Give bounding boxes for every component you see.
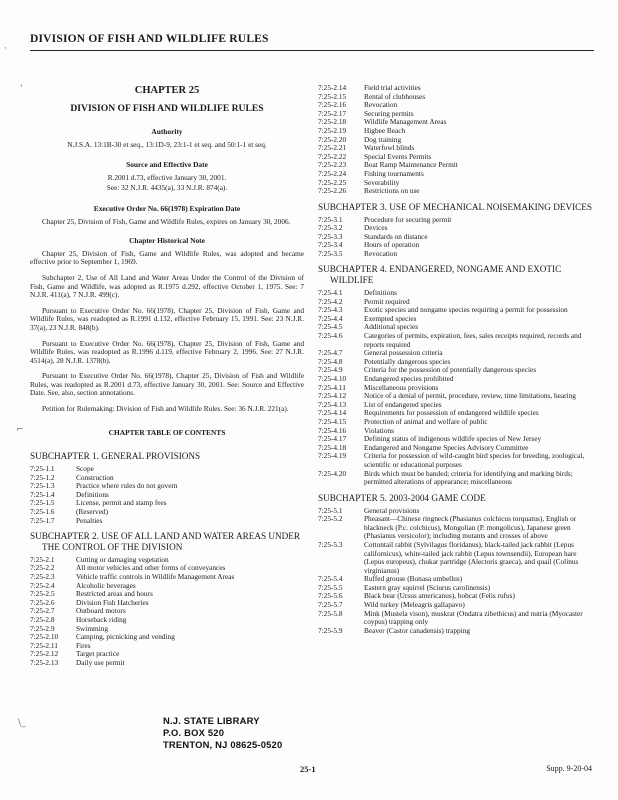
source-line: R.2001 d.73, effective January 30, 2001. — [107, 172, 227, 182]
section-title: Boat Ramp Maintenance Permit — [364, 160, 458, 170]
subchapter-3-list — [318, 216, 594, 259]
section-title: Special Events Permits — [364, 151, 432, 161]
section-title: Restricted areas and hours — [76, 589, 153, 599]
section-title: Revocation — [364, 248, 398, 258]
section-number: 7:25-3.2 — [318, 223, 343, 233]
section-number: 7:25-2.23 — [318, 160, 347, 170]
toc-entry — [318, 127, 594, 136]
history-paragraph: Petition for Rulemaking: Division of Fish and Wildlife Rules. See: 36 N.J.R. 221(a). — [42, 404, 289, 414]
executive-order-text: Chapter 25, Division of Fish, Game and Wildlife Rules, expires on January 30, 2006. — [42, 216, 291, 226]
section-title: List of endangered species — [364, 399, 442, 409]
section-number: 7:25-1.7 — [30, 515, 55, 525]
stamp-line: TRENTON, NJ 08625-0520 — [163, 739, 283, 750]
section-number: 7:25-5.6 — [318, 591, 343, 601]
section-title: Hours of operation — [364, 240, 420, 250]
running-head: DIVISION OF FISH AND WILDLIFE RULES — [30, 33, 269, 45]
section-title: Cottontail rabbit (Sylvilagus floridanus), black-tailed jack rabbit (Lepus californicus), white-tailed jack rabbit (Lepus townsendii), European hare (Lepus europeus), chukar partridge (Alectoris graeca), and quail (Colinus virginianus) — [364, 539, 579, 575]
subchapter-1-heading: SUBCHAPTER 1. GENERAL PROVISIONS — [30, 451, 201, 462]
section-number: 7:25-1.4 — [30, 489, 55, 499]
section-number: 7:25-4.14 — [318, 408, 347, 418]
chapter-number: CHAPTER 25 — [134, 85, 200, 96]
margin-mark: \_ — [18, 718, 26, 728]
section-number: 7:25-4.5 — [318, 322, 343, 332]
section-title: Revocation — [364, 100, 398, 110]
history-paragraph: Pursuant to Executive Order No. 66(1978), Chapter 25, Division of Fish, Game and Wildlife Rules, was readopted as R.1991 d.132, effective February 15, 1991. See: 23 N.J.R. 37(a), 23 N.J.R. 848(b). — [30, 305, 304, 332]
toc-entry — [318, 392, 594, 401]
section-title: Protection of animal and welfare of public — [364, 416, 488, 426]
toc-entry — [30, 582, 304, 591]
toc-entry — [318, 627, 594, 636]
section-title: Endangered species prohibited — [364, 374, 454, 384]
section-number: 7:25-2.25 — [318, 177, 347, 187]
stamp-line: P.O. BOX 520 — [163, 727, 225, 738]
history-paragraph: Subchapter 2, Use of All Land and Water Areas Under the Control of the Division of Fish, Game and Wildlife, was adopted as R.1975 d.292, effective October 1, 1975. See: 7 N.J.R. 411(a), 7 N.J.R. 499(c). — [30, 272, 304, 300]
section-number: 7:25-4.6 — [318, 331, 343, 341]
section-title: Securing permits — [364, 108, 414, 118]
section-number: 7:25-5.1 — [318, 505, 343, 515]
header-rule — [30, 50, 594, 51]
margin-mark: ⌐ — [16, 425, 24, 435]
section-number: 7:25-2.8 — [30, 614, 55, 624]
toc-entry — [318, 349, 594, 358]
section-title: Vehicle traffic controls in Wildlife Management Areas — [76, 571, 235, 581]
toc-entry — [30, 517, 304, 526]
left-column — [30, 84, 304, 668]
section-title: Higbee Beach — [364, 125, 406, 135]
section-number: 7:25-3.5 — [318, 248, 343, 258]
section-number: 7:25-2.20 — [318, 134, 347, 144]
section-title: Pheasant—Chinese ringneck (Phasianus colchicus torquatus), English or blackneck (P.c. colchicus), Mongolian (P. mongolicus), Japanese green (Phasianus versicolor); including mutants and crosses of above — [364, 514, 577, 541]
history-paragraph: Pursuant to Executive Order No. 66(1978), Chapter 25, Division of Fish and Wildlife Rules, was readopted as R.2001 d.73, effective January 30, 2001. See: Source and Effective Date. See, also, section annotations. — [30, 371, 304, 398]
section-title: Practice where rules do not govern — [76, 481, 178, 491]
toc-entry — [318, 418, 594, 427]
section-title: Alcoholic beverages — [76, 580, 136, 590]
section-number: 7:25-5.5 — [318, 582, 343, 592]
section-number: 7:25-2.12 — [30, 649, 59, 659]
section-title: Standards on distance — [364, 231, 428, 241]
section-number: 7:25-2.9 — [30, 623, 55, 633]
section-number: 7:25-5.3 — [318, 539, 343, 549]
section-number: 7:25-4.16 — [318, 425, 347, 435]
section-number: 7:25-2.6 — [30, 597, 55, 607]
toc-entry — [30, 607, 304, 616]
toc-entry — [318, 515, 594, 541]
section-number: 7:25-4.18 — [318, 442, 347, 452]
section-title: Ruffed grouse (Bonasa umbellus) — [364, 574, 463, 584]
section-number: 7:25-2.10 — [30, 632, 59, 642]
section-title: Criteria for the possession of potentially dangerous species — [364, 365, 537, 375]
section-title: Violations — [364, 425, 394, 435]
subchapter-5-heading: SUBCHAPTER 5. 2003-2004 GAME CODE — [318, 492, 486, 503]
source-heading: Source and Effective Date — [126, 160, 208, 170]
section-title: General provisions — [364, 505, 420, 515]
section-title: Endangered and Nongame Species Advisory Committee — [364, 442, 529, 452]
section-title: Wildlife Management Areas — [364, 117, 447, 127]
section-number: 7:25-2.24 — [318, 168, 347, 178]
section-number: 7:25-2.14 — [318, 83, 347, 92]
section-title: Construction — [76, 472, 114, 482]
section-title: Miscellaneous provisions — [364, 382, 439, 392]
toc-entry — [318, 452, 594, 469]
toc-entry — [318, 306, 594, 315]
toc-entry — [318, 93, 594, 102]
section-title: Birds which must be banded; criteria for identifying and marking birds; permitted alterations of appearance; miscellaneous — [364, 468, 573, 487]
section-number: 7:25-4.2 — [318, 296, 343, 306]
section-number: 7:25-2.7 — [30, 606, 55, 616]
section-title: Restrictions on use — [364, 186, 420, 196]
right-column — [318, 84, 594, 635]
toc-entry — [30, 499, 304, 508]
section-title: Target practice — [76, 649, 120, 659]
section-title: Wild turkey (Meleagris gallapavo) — [364, 600, 465, 610]
section-title: Fishing tournaments — [364, 168, 424, 178]
toc-entry — [318, 179, 594, 188]
toc-entry — [318, 136, 594, 145]
section-number: 7:25-5.9 — [318, 625, 343, 635]
section-number: 7:25-5.2 — [318, 514, 343, 524]
toc-entry — [30, 659, 304, 668]
section-number: 7:25-2.26 — [318, 186, 347, 196]
section-title: Swimming — [76, 623, 109, 633]
section-title: Requirements for possession of endangered wildlife species — [364, 408, 539, 418]
section-title: Definitions — [364, 288, 397, 298]
section-number: 7:25-5.4 — [318, 574, 343, 584]
section-number: 7:25-2.19 — [318, 125, 347, 135]
section-number: 7:25-2.18 — [318, 117, 347, 127]
section-title: Beaver (Castor canadensis) trapping — [364, 625, 470, 635]
section-number: 7:25-1.5 — [30, 498, 55, 508]
section-title: Mink (Mustela vison), muskrat (Ondatra zibethicus) and nutria (Myocaster coypus) trapping only — [364, 608, 583, 627]
library-stamp — [163, 715, 282, 751]
section-title: Categories of permits, expiration, fees, sales receipts required, records and reports required — [364, 331, 582, 349]
toc-entry — [318, 233, 594, 242]
section-number: 7:25-1.1 — [30, 464, 55, 474]
toc-entry — [318, 610, 594, 627]
section-number: 7:25-4.17 — [318, 434, 347, 444]
section-title: Permit required — [364, 296, 410, 306]
section-number: 7:25-2.21 — [318, 143, 347, 153]
section-number: 7:25-4.7 — [318, 348, 343, 358]
history-paragraph: Chapter 25, Division of Fish, Game and Wildlife Rules, was adopted and became effective prior to September 1, 1969. — [30, 248, 304, 267]
section-title: Horseback riding — [76, 614, 127, 624]
toc-entry — [318, 366, 594, 375]
margin-mark: ‘ — [20, 84, 23, 94]
toc-entry — [30, 616, 304, 625]
section-number: 7:25-1.6 — [30, 507, 55, 517]
toc-entry — [318, 375, 594, 384]
section-number: 7:25-4.3 — [318, 305, 343, 315]
section-number: 7:25-1.3 — [30, 481, 55, 491]
section-title: Additional species — [364, 322, 419, 332]
subchapter-5-list — [318, 507, 594, 636]
margin-mark: · — [4, 44, 7, 54]
toc-entry — [318, 216, 594, 225]
section-number: 7:25-4.12 — [318, 391, 347, 401]
section-number: 7:25-4.13 — [318, 399, 347, 409]
section-number: 7:25-3.1 — [318, 214, 343, 224]
section-number: 7:25-2.11 — [30, 640, 58, 650]
section-number: 7:25-4.15 — [318, 416, 347, 426]
toc-entry — [30, 599, 304, 608]
section-number: 7:25-4.20 — [318, 468, 347, 478]
subchapter-4-list — [318, 289, 594, 487]
section-number: 7:25-2.15 — [318, 91, 347, 101]
history-paragraph: Pursuant to Executive Order No. 66(1978), Chapter 25, Division of Fish, Game and Wildlife Rules, was readopted as R.1996 d.119, effective February 2, 1996. See: 27 N.J.R. 4514(a), 28 N.J.R. 1378(b). — [30, 338, 304, 365]
section-title: Division Fish Hatcheries — [76, 597, 149, 607]
section-number: 7:25-4.10 — [318, 374, 347, 384]
toc-entry — [318, 110, 594, 119]
section-title: Dog training — [364, 134, 402, 144]
section-title: (Reserved) — [76, 507, 109, 517]
authority-text: N.J.S.A. 13:1B-30 et seq., 13:1D-9, 23:1-1 et seq. and 50:1-1 et seq. — [67, 139, 267, 149]
toc-entry — [318, 315, 594, 324]
section-title: General possession criteria — [364, 348, 443, 358]
section-title: Black bear (Ursus americanus), bobcat (Felis rufus) — [364, 591, 515, 601]
subchapter-2-list-continued — [318, 84, 594, 196]
section-number: 7:25-2.17 — [318, 108, 347, 118]
toc-heading: CHAPTER TABLE OF CONTENTS — [108, 427, 226, 437]
section-number: 7:25-3.4 — [318, 240, 343, 250]
section-title: Outboard motors — [76, 606, 126, 616]
toc-entry — [318, 289, 594, 298]
toc-entry — [30, 508, 304, 517]
section-number: 7:25-5.8 — [318, 608, 343, 618]
toc-entry — [318, 84, 594, 93]
section-title: Camping, picnicking and vending — [76, 632, 175, 642]
stamp-line: N.J. STATE LIBRARY — [163, 715, 260, 726]
section-title: Severability — [364, 177, 400, 187]
section-number: 7:25-2.3 — [30, 571, 55, 581]
section-number: 7:25-4.4 — [318, 313, 343, 323]
section-title: All motor vehicles and other forms of conveyances — [76, 563, 226, 573]
toc-entry — [30, 650, 304, 659]
section-number: 7:25-2.1 — [30, 554, 55, 564]
subchapter-3-heading: SUBCHAPTER 3. USE OF MECHANICAL NOISEMAKING DEVICES — [318, 201, 593, 212]
section-title: Rental of clubhouses — [364, 91, 426, 101]
section-title: Notice of a denial of permit, procedure, review, time limitations, hearing — [364, 391, 576, 401]
section-number: 7:25-5.7 — [318, 600, 343, 610]
section-number: 7:25-4.8 — [318, 356, 343, 366]
section-number: 7:25-2.2 — [30, 563, 55, 573]
toc-entry — [318, 241, 594, 250]
executive-order-heading: Executive Order No. 66(1978) Expiration Date — [93, 203, 241, 213]
chapter-name: DIVISION OF FISH AND WILDLIFE RULES — [70, 103, 264, 114]
section-title: Defining status of indigenous wildlife species of New Jersey — [364, 434, 542, 444]
toc-entry — [30, 482, 304, 491]
section-title: License, permit and stamp fees — [76, 498, 167, 508]
toc-entry — [318, 144, 594, 153]
toc-entry — [318, 161, 594, 170]
authority-heading: Authority — [151, 127, 183, 136]
supplement-date: Supp. 9-20-04 — [546, 764, 592, 773]
toc-entry — [318, 470, 594, 487]
page-number: 25-1 — [300, 764, 316, 774]
section-number: 7:25-2.13 — [30, 657, 59, 667]
section-title: Exotic species and nongame species requiring a permit for possession — [364, 305, 568, 315]
section-number: 7:25-2.22 — [318, 151, 347, 161]
section-number: 7:25-3.3 — [318, 231, 343, 241]
toc-entry — [30, 642, 304, 651]
toc-entry — [30, 573, 304, 582]
toc-entry — [30, 633, 304, 642]
toc-entry — [318, 118, 594, 127]
toc-entry — [318, 541, 594, 575]
toc-entry — [318, 250, 594, 259]
toc-entry — [318, 101, 594, 110]
subchapter-2-list — [30, 556, 304, 668]
toc-entry — [30, 465, 304, 474]
section-title: Potentially dangerous species — [364, 356, 451, 366]
section-title: Procedure for securing permit — [364, 214, 452, 224]
section-number: 7:25-4.11 — [318, 382, 346, 392]
section-number: 7:25-2.5 — [30, 589, 55, 599]
toc-entry — [318, 224, 594, 233]
history-heading: Chapter Historical Note — [129, 236, 205, 246]
toc-entry — [318, 170, 594, 179]
section-number: 7:25-4.9 — [318, 365, 343, 375]
section-title: Cutting or damaging vegetation — [76, 554, 169, 564]
section-title: Scope — [76, 464, 94, 474]
section-title: Waterfowl blinds — [364, 143, 415, 153]
toc-entry — [318, 187, 594, 196]
section-title: Eastern gray squirrel (Sciurus carolinensis) — [364, 582, 491, 592]
section-title: Fires — [76, 640, 91, 650]
section-number: 7:25-2.16 — [318, 100, 347, 110]
section-title: Exempted species — [364, 313, 417, 323]
section-number: 7:25-4.1 — [318, 288, 343, 298]
source-line: See: 32 N.J.R. 4435(a), 33 N.J.R. 874(a). — [106, 183, 228, 193]
section-number: 7:25-4.19 — [318, 451, 347, 461]
section-title: Criteria for possession of wild-caught bird species for breeding, zoological, scientific or educational purposes — [364, 451, 585, 469]
subchapter-1-list — [30, 465, 304, 525]
section-title: Devices — [364, 223, 388, 233]
section-title: Penalties — [76, 515, 103, 525]
section-title: Definitions — [76, 489, 109, 499]
section-number: 7:25-2.4 — [30, 580, 55, 590]
section-number: 7:25-1.2 — [30, 472, 55, 482]
section-title: Daily use permit — [76, 657, 125, 667]
toc-entry — [318, 332, 594, 349]
subchapter-2-heading: SUBCHAPTER 2. USE OF ALL LAND AND WATER AREAS UNDER THE CONTROL OF THE DIVISION — [30, 531, 301, 552]
toc-entry — [30, 590, 304, 599]
subchapter-4-heading: SUBCHAPTER 4. ENDANGERED, NONGAME AND EXOTIC WILDLIFE — [318, 264, 562, 286]
section-title: Field trial activities — [364, 83, 421, 92]
toc-entry — [30, 491, 304, 500]
